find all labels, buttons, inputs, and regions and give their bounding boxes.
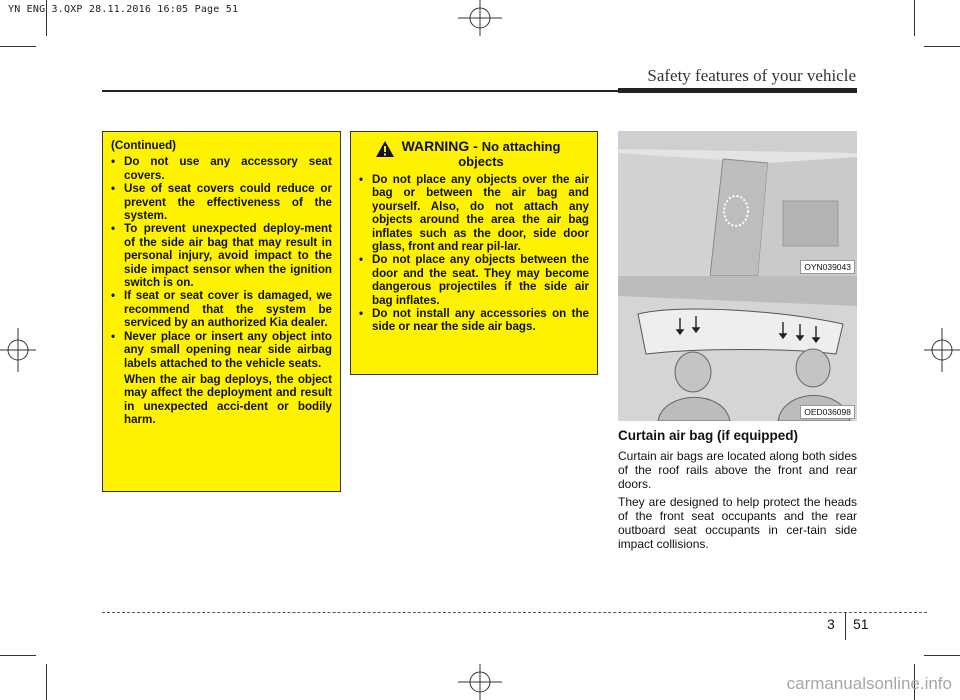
warning-bullet: • Do not install any accessories on the side or near the side air bags. xyxy=(359,307,589,334)
warning-title-sub: No attaching objects xyxy=(458,139,561,169)
warning-triangle-icon xyxy=(375,140,395,158)
registration-mark-left xyxy=(0,328,36,372)
crop-mark xyxy=(0,655,36,656)
warning-box xyxy=(350,131,598,375)
print-slug: YN ENG 3.QXP 28.11.2016 16:05 Page 51 xyxy=(8,4,239,15)
figure-code: OYN039043 xyxy=(800,260,855,274)
continued-heading: (Continued) xyxy=(111,139,177,152)
continued-paragraph: When the air bag deploys, the object may affect the deployment and result in unexpected acci-dent or bodily harm. xyxy=(124,372,332,427)
warning-bullet: • Do not place any objects between the door and the seat. They may become dangerous projectiles if the side air bag inflates. xyxy=(359,253,589,307)
registration-mark-top xyxy=(458,0,502,36)
warning-bullet: • Do not place any objects over the air bag or between the air bag and yourself. Also, do not attach any objects around the area the air bag inflates such as the door, side door glass, front and rear pil-lar. xyxy=(359,173,589,253)
watermark: carmanualsonline.info xyxy=(786,674,952,693)
header-rule-accent xyxy=(618,88,857,93)
figure-curtain-airbag xyxy=(618,276,857,421)
page-number: 51 xyxy=(853,616,869,632)
continued-bullet: • Use of seat covers could reduce or prevent the effectiveness of the system. xyxy=(111,182,332,222)
footer-rule xyxy=(102,612,927,613)
page-header-title: Safety features of your vehicle xyxy=(647,66,856,85)
curtain-airbag-illustration xyxy=(618,276,857,421)
crop-mark xyxy=(924,46,960,47)
registration-mark-bottom xyxy=(458,664,502,700)
crop-mark xyxy=(46,664,47,700)
page-number-divider xyxy=(845,612,846,640)
figure-code: OED036098 xyxy=(800,405,855,419)
warning-title xyxy=(401,139,561,169)
crop-mark xyxy=(914,0,915,36)
pillar-illustration xyxy=(618,131,857,276)
crop-mark xyxy=(924,655,960,656)
section-body xyxy=(618,450,857,557)
figure-side-pillar xyxy=(618,131,857,276)
warning-title-main: WARNING - xyxy=(401,138,478,154)
crop-mark xyxy=(0,46,36,47)
registration-mark-right xyxy=(924,328,960,372)
chapter-number: 3 xyxy=(827,616,835,632)
continued-bullet: • To prevent unexpected deploy-ment of the side air bag that may result in personal injury, avoid impact to the side impact sensor when the ignition switch is on. xyxy=(111,222,332,289)
continued-bullet: • Do not use any accessory seat covers. xyxy=(111,155,332,182)
section-title: Curtain air bag (if equipped) xyxy=(618,428,799,443)
body-paragraph: They are designed to help protect the heads of the front seat occupants and the rear outboard seat occupants in cer-tain side impact collisions. xyxy=(618,495,857,551)
continued-bullet: • Never place or insert any object into any small opening near side airbag labels attached to the vehicle seats. xyxy=(111,330,332,370)
continued-bullet: • If seat or seat cover is damaged, we recommend that the system be serviced by an authorized Kia dealer. xyxy=(111,289,332,329)
continued-caution-box xyxy=(102,131,341,492)
warning-header xyxy=(359,139,589,169)
body-paragraph: Curtain air bags are located along both sides of the roof rails above the front and rear doors. xyxy=(618,449,857,491)
